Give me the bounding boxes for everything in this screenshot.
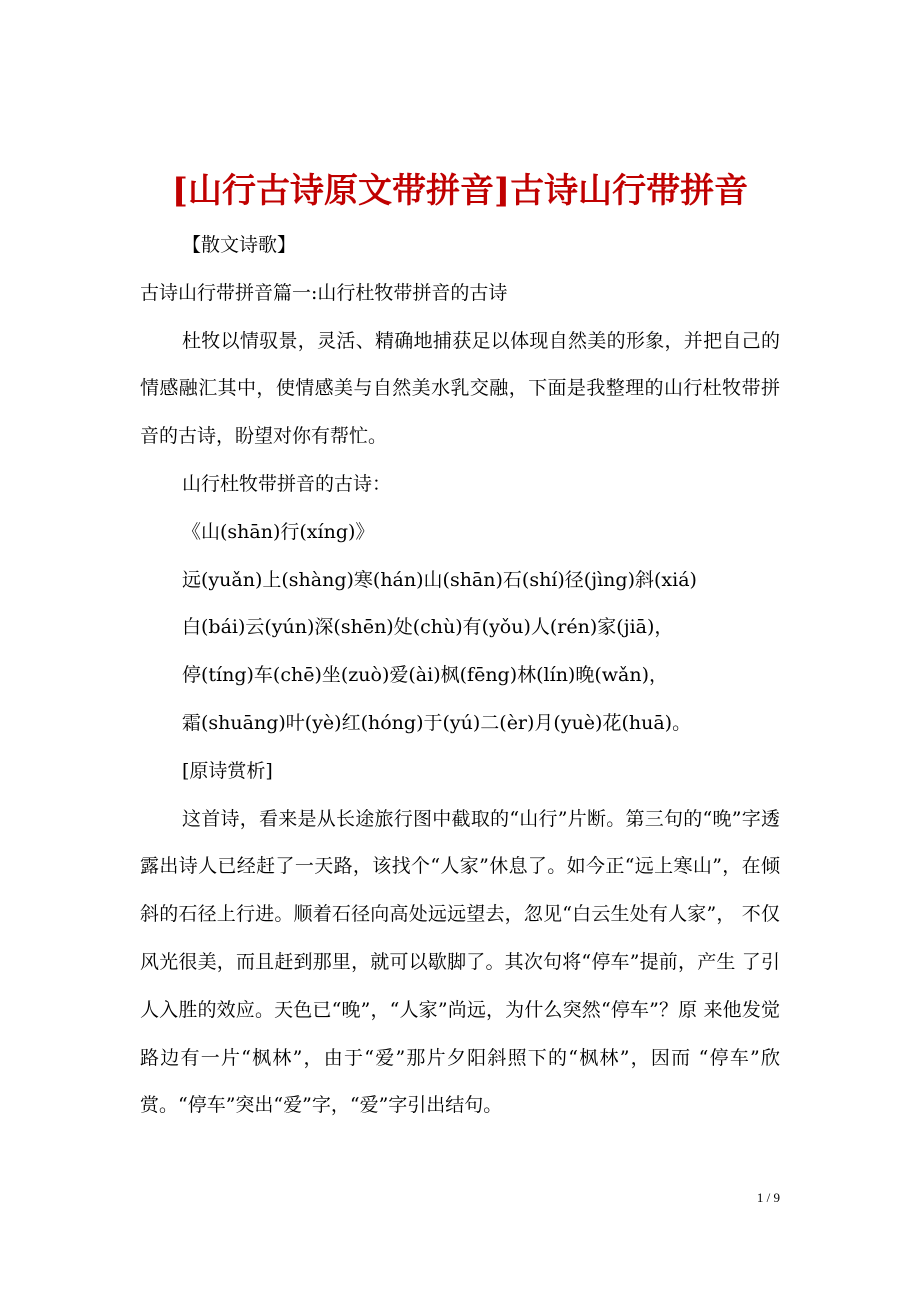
document-body (140, 222, 780, 1130)
poem-heading: 山行杜牧带拼音的古诗： (182, 472, 392, 495)
analysis-heading: [原诗赏析] (182, 759, 273, 782)
page-number: 1 / 9 (756, 1190, 780, 1205)
category-label: 【散文诗歌】 (182, 234, 297, 256)
poem-line: 停(tíng)车(chē)坐(zuò)爱(ài)枫(fēng)林(lín)晚(wǎn)， (182, 664, 668, 687)
poem-line: 白(bái)云(yún)深(shēn)处(chù)有(yǒu)人(rén)家(jiā)， (182, 616, 674, 639)
poem-line: 远(yuǎn)上(shàng)寒(hán)山(shān)石(shí)径(jìng)斜(xiá) (182, 568, 697, 591)
poem-title: 《山(shān)行(xíng)》 (182, 520, 375, 543)
poem-line: 霜(shuāng)叶(yè)红(hóng)于(yú)二(èr)月(yuè)花(huā)。 (182, 711, 692, 734)
analysis-paragraph: 这首诗，看来是从长途旅行图中截取的“山行”片断。第三句的“晚”字透露出诗人已经赶了一天路，该找个“人家”休息了。如今正“远上寒山”，在倾斜的石径上行进。顺着石径向高处远远望去，忽见“白云生处有人家”， 不仅风光很美，而且赶到那里，就可以歇脚了。其次句将“停车”提前，产生 了引人入胜的效应。天色已“晚”，“人家”尚远，为什么突然“停车”？原 来他发觉路边有一片“枫林”，由于“爱”那片夕阳斜照下的“枫林”，因而 “停车”欣赏。“停车”突出“爱”字，“爱”字引出结句。 (140, 807, 780, 1117)
intro-paragraph: 杜牧以情驭景，灵活、精确地捕获足以体现自然美的形象，并把自己的情感融汇其中，使情感美与自然美水乳交融，下面是我整理的山行杜牧带拼音的古诗，盼望对你有帮忙。 (140, 329, 780, 448)
section-subtitle: 古诗山行带拼音篇一:山行杜牧带拼音的古诗 (140, 281, 508, 304)
page-title: [山行古诗原文带拼音]古诗山行带拼音 (171, 170, 749, 211)
